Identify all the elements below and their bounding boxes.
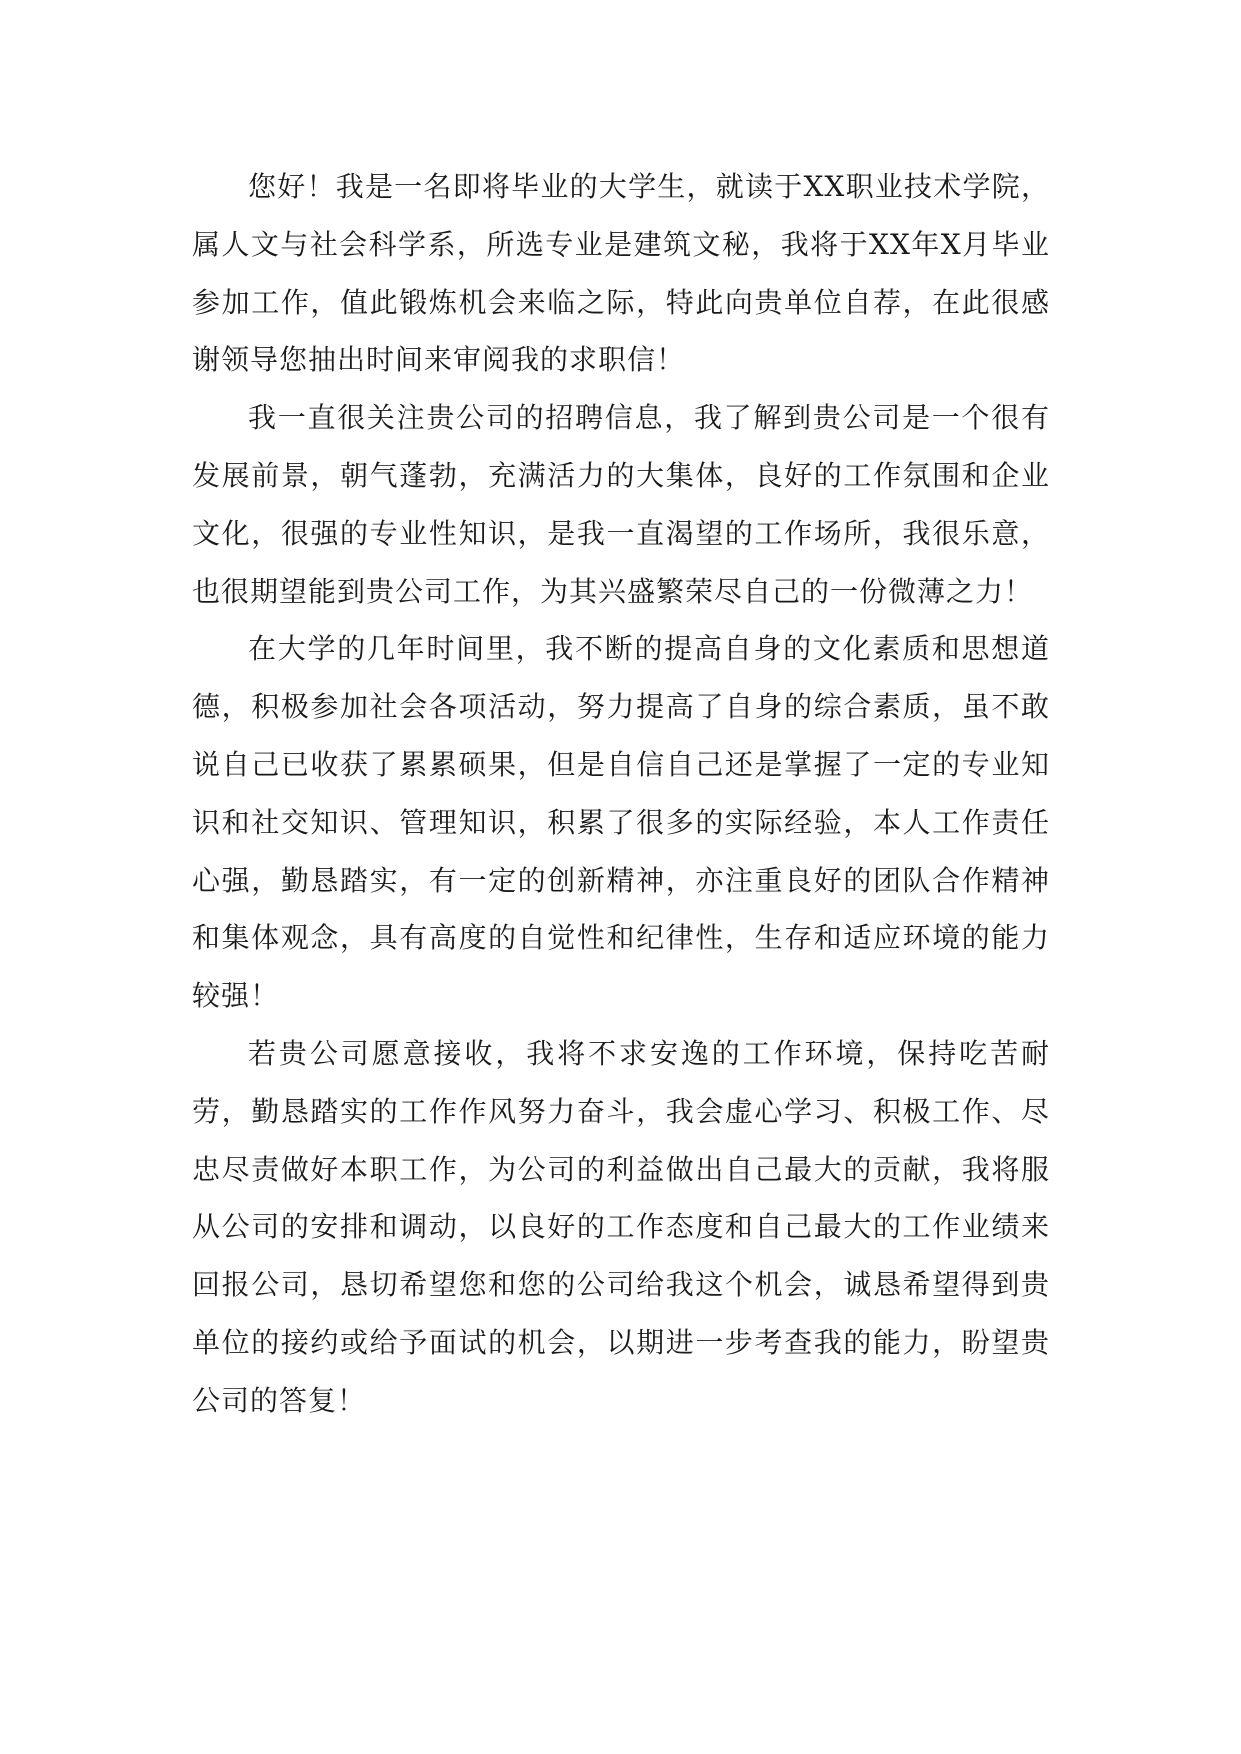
- paragraph-commitment: 若贵公司愿意接收，我将不求安逸的工作环境，保持吃苦耐劳，勤恳踏实的工作作风努力奋斗，我会虚心学习、积极工作、尽忠尽责做好本职工作，为公司的利益做出自己最大的贡献，我将服从公司的安排和调动，以良好的工作态度和自己最大的工作业绩来回报公司，恳切希望您和您的公司给我这个机会，诚恳希望得到贵单位的接约或给予面试的机会，以期进一步考查我的能力，盼望贵公司的答复！: [192, 1036, 1050, 1417]
- paragraph-interest: 我一直很关注贵公司的招聘信息，我了解到贵公司是一个很有发展前景，朝气蓬勃，充满活力的大集体，良好的工作氛围和企业文化，很强的专业性知识，是我一直渴望的工作场所，我很乐意，也很期望能到贵公司工作，为其兴盛繁荣尽自己的一份微薄之力！: [192, 401, 1050, 608]
- paragraph-greeting: 您好！我是一名即将毕业的大学生，就读于XX职业技术学院，属人文与社会科学系，所选专业是建筑文秘，我将于XX年X月毕业参加工作，值此锻炼机会来临之际，特此向贵单位自荐，在此很感谢领导您抽出时间来审阅我的求职信！: [192, 170, 1050, 377]
- letter-body: [192, 158, 1050, 1430]
- paragraph-experience: 在大学的几年时间里，我不断的提高自身的文化素质和思想道德，积极参加社会各项活动，努力提高了自身的综合素质，虽不敢说自己已收获了累累硕果，但是自信自己还是掌握了一定的专业知识和社交知识、管理知识，积累了很多的实际经验，本人工作责任心强，勤恳踏实，有一定的创新精神，亦注重良好的团队合作精神和集体观念，具有高度的自觉性和纪律性，生存和适应环境的能力较强！: [192, 632, 1050, 1013]
